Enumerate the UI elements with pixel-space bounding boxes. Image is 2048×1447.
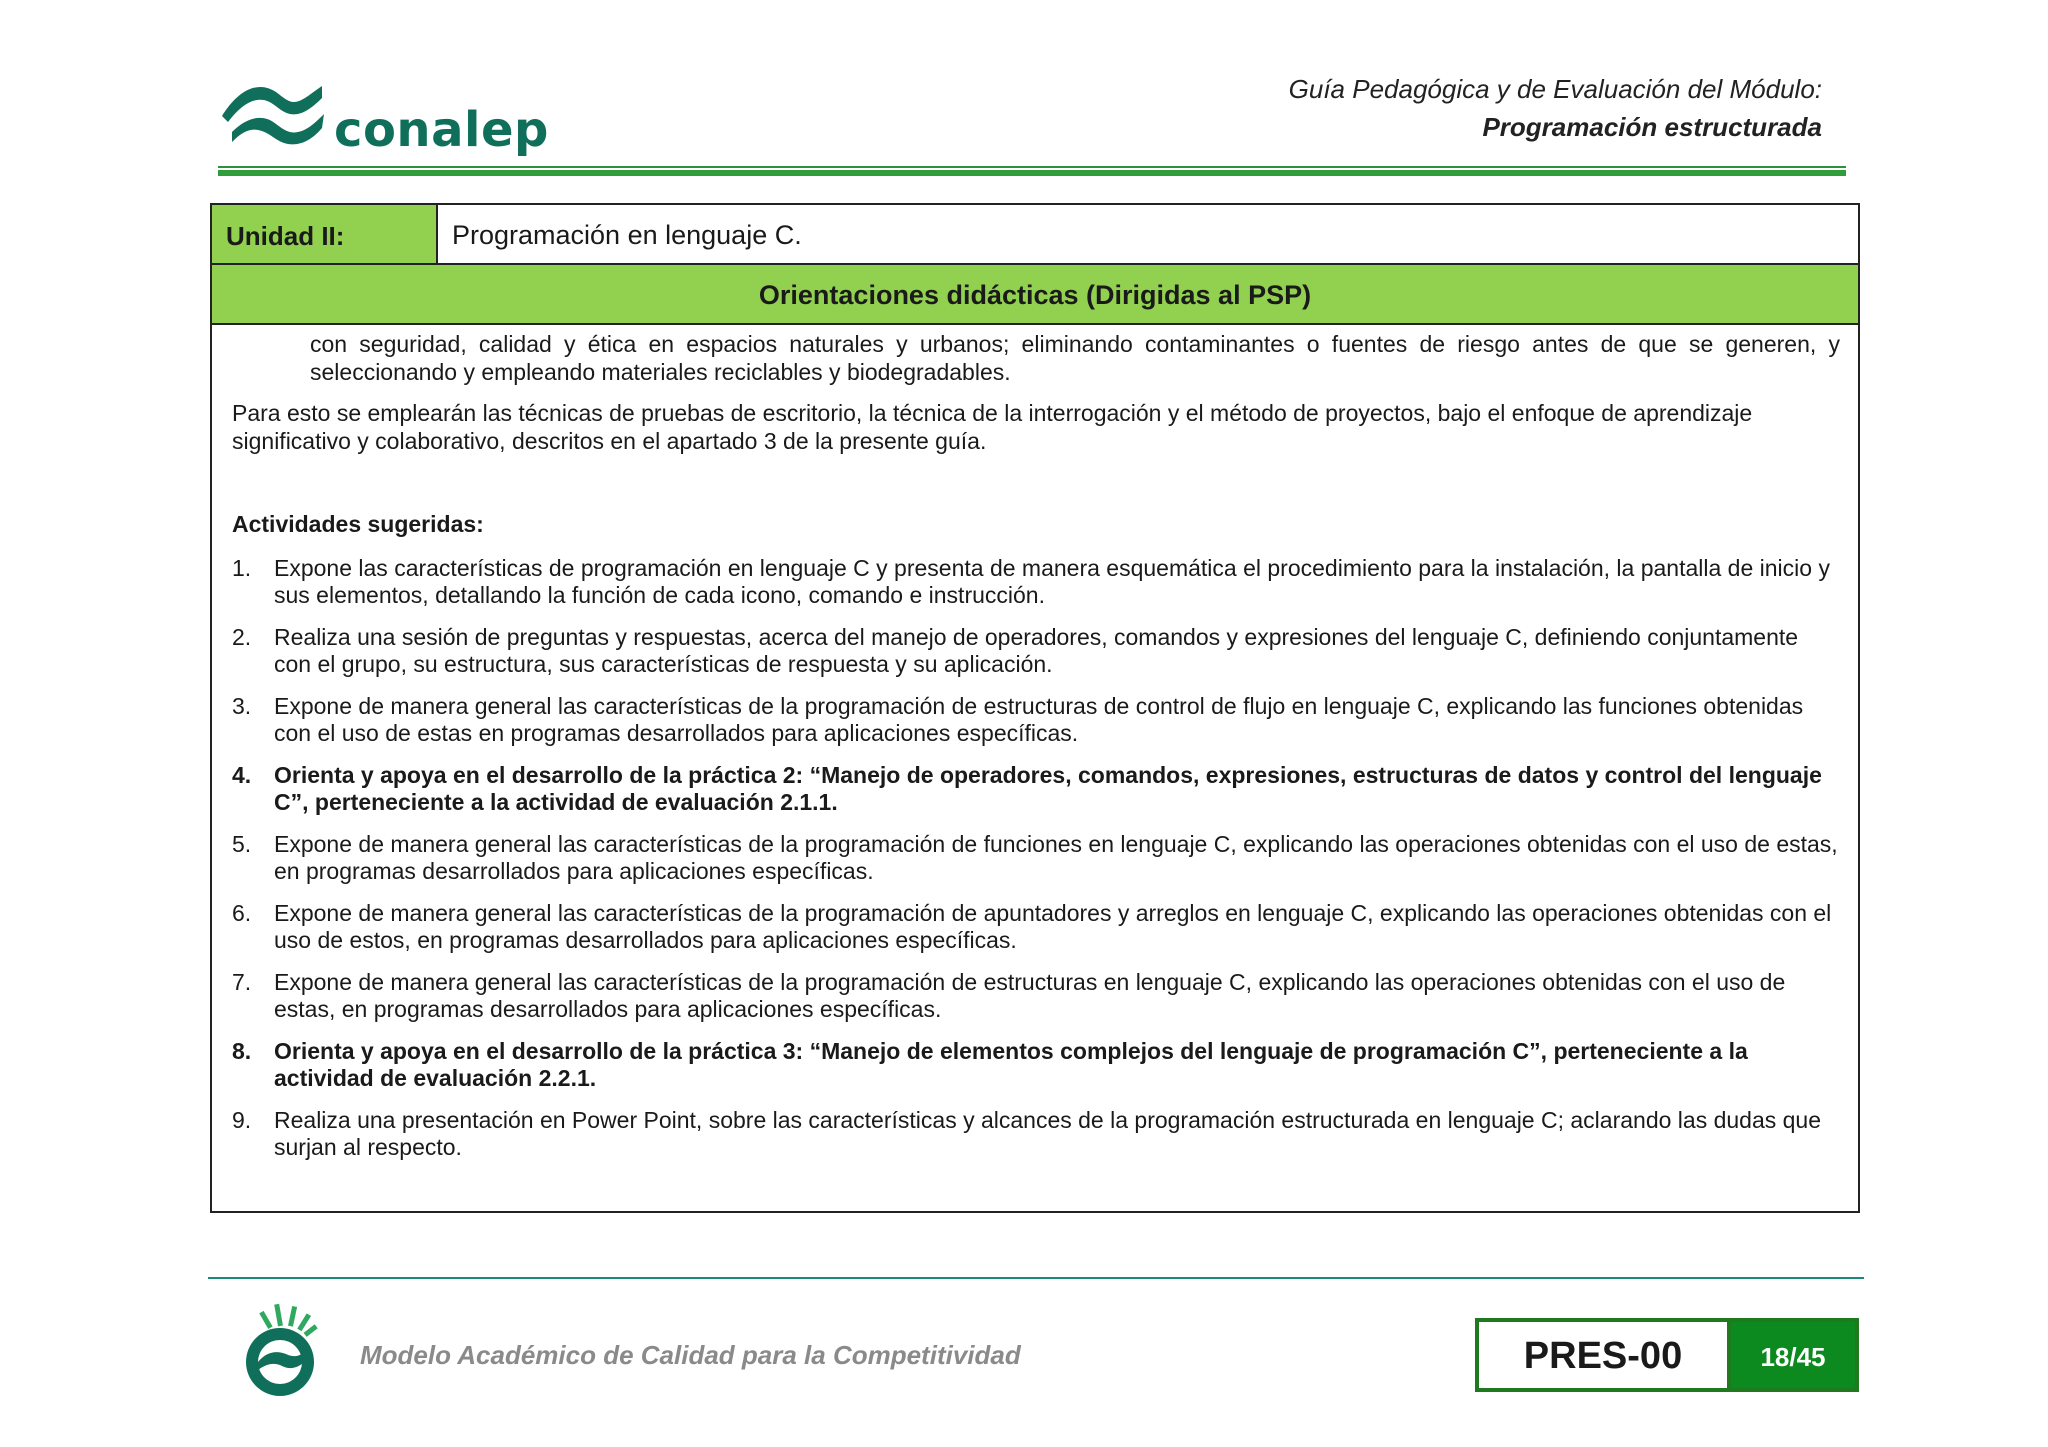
header-divider-thin bbox=[218, 166, 1846, 168]
page-number: 18/45 bbox=[1731, 1318, 1859, 1392]
guide-title: Guía Pedagógica y de Evaluación del Módulo: bbox=[1288, 74, 1822, 104]
item-text: Orienta y apoya en el desarrollo de la práctica 3: “Manejo de elementos complejos del lenguaje de programación C”, perteneciente a la actividad de evaluación 2.2.1. bbox=[274, 1037, 1748, 1091]
item-number: 5. bbox=[232, 830, 252, 857]
activities-title: Actividades sugeridas: bbox=[232, 511, 484, 537]
item-number: 4. bbox=[232, 761, 252, 788]
intro-paragraph: Para esto se emplearán las técnicas de pruebas de escritorio, la técnica de la interrogación y el método de proyectos, bajo el enfoque de aprendizaje significativo y colaborativo, descritos en el apartado 3 de la presente guía. bbox=[232, 400, 1753, 454]
footer-divider bbox=[208, 1277, 1864, 1279]
item-text: Orienta y apoya en el desarrollo de la práctica 2: “Manejo de operadores, comandos, expresiones, estructuras de datos y control del lenguaje C”, perteneciente a la actividad de evaluación 2.1.1. bbox=[274, 761, 1822, 815]
footer-model-text: Modelo Académico de Calidad para la Competitividad bbox=[360, 1340, 1021, 1370]
list-item bbox=[232, 693, 1840, 748]
conalep-logo-icon bbox=[218, 72, 328, 152]
item-text: Realiza una presentación en Power Point, sobre las características y alcances de la programación estructurada en lenguaje C; aclarando las dudas que surjan al respecto. bbox=[274, 1106, 1822, 1160]
list-item bbox=[232, 555, 1840, 610]
list-item bbox=[232, 1038, 1840, 1093]
item-text: Expone de manera general las características de la programación de estructuras de control de flujo en lenguaje C, explicando las funciones obtenidas con el uso de estas en programas desarrollados para aplicaciones específicas. bbox=[274, 692, 1804, 746]
list-item bbox=[232, 762, 1840, 817]
unit-value: Programación en lenguaje C. bbox=[452, 220, 802, 250]
item-text: Expone las características de programación en lenguaje C y presenta de manera esquemática el procedimiento para la instalación, la pantalla de inicio y sus elementos, detallando la función de cada icono, comando e instrucción. bbox=[274, 554, 1830, 608]
item-number: 9. bbox=[232, 1106, 252, 1133]
list-item bbox=[232, 831, 1840, 886]
item-number: 1. bbox=[232, 554, 252, 581]
item-number: 6. bbox=[232, 899, 252, 926]
item-text: Expone de manera general las características de la programación de estructuras en lenguaje C, explicando las operaciones obtenidas con el uso de estas, en programas desarrollados para aplicaciones específicas. bbox=[274, 968, 1786, 1022]
item-text: Expone de manera general las características de la programación de apuntadores y arreglos en lenguaje C, explicando las operaciones obtenidas con el uso de estos, en programas desarrollados para aplicaciones específicas. bbox=[274, 899, 1832, 953]
activities-list bbox=[232, 555, 1840, 1162]
list-item bbox=[232, 969, 1840, 1024]
conalep-logo-text: conalep bbox=[334, 102, 549, 158]
unit-row bbox=[212, 205, 1858, 265]
content-body bbox=[232, 331, 1840, 1176]
module-title: Programación estructurada bbox=[1482, 112, 1822, 142]
quality-model-seal-icon bbox=[228, 1296, 332, 1400]
conalep-logo bbox=[218, 72, 549, 158]
list-item bbox=[232, 1107, 1840, 1162]
didactic-table bbox=[210, 203, 1860, 1213]
section-title: Orientaciones didácticas (Dirigidas al PSP) bbox=[212, 265, 1858, 325]
unit-label: Unidad II: bbox=[212, 205, 438, 263]
item-text: Realiza una sesión de preguntas y respuestas, acerca del manejo de operadores, comandos y expresiones del lenguaje C, definiendo conjuntamente con el grupo, su estructura, sus características de respuesta y su aplicación. bbox=[274, 623, 1799, 677]
item-text: Expone de manera general las características de la programación de funciones en lenguaje C, explicando las operaciones obtenidas con el uso de estas, en programas desarrollados para aplicaciones específicas. bbox=[274, 830, 1838, 884]
item-number: 3. bbox=[232, 692, 252, 719]
continuation-paragraph: con seguridad, calidad y ética en espacios naturales y urbanos; eliminando contaminantes o fuentes de riesgo antes de que se generen, y seleccionando y empleando materiales reciclables y biodegradables. bbox=[310, 331, 1840, 385]
item-number: 2. bbox=[232, 623, 252, 650]
item-number: 7. bbox=[232, 968, 252, 995]
header-divider-thick bbox=[218, 170, 1846, 176]
document-code: PRES-00 bbox=[1475, 1318, 1731, 1392]
list-item bbox=[232, 624, 1840, 679]
list-item bbox=[232, 900, 1840, 955]
item-number: 8. bbox=[232, 1037, 252, 1064]
